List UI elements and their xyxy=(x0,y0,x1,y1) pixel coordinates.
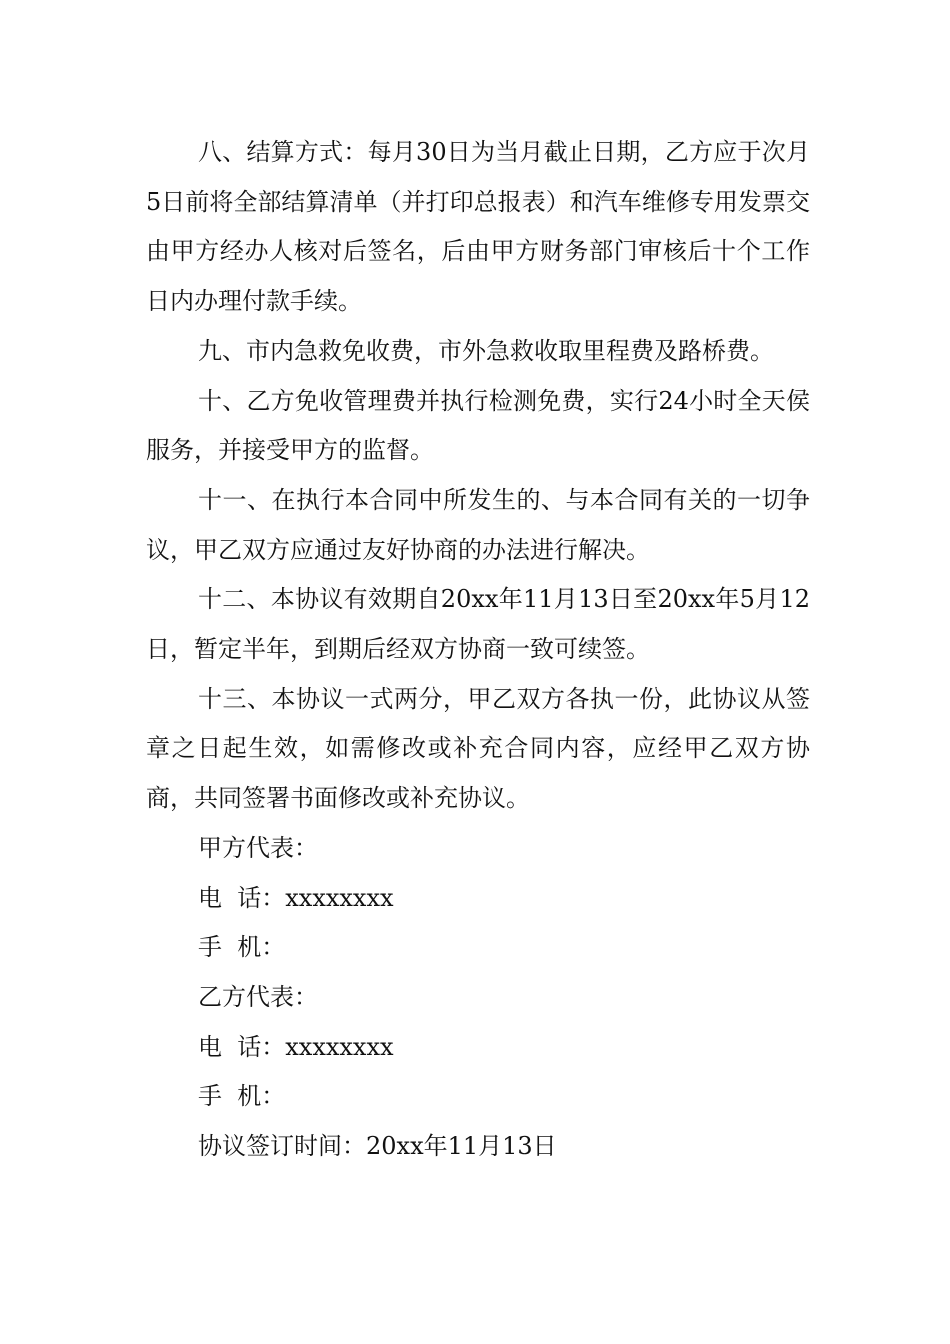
party-b-mobile: 手 机： xyxy=(198,1082,286,1111)
party-a-phone: 电 话：xxxxxxxx xyxy=(198,883,394,912)
clause-10-paragraph: 十、乙方免收管理费并执行检测免费，实行24小时全天侯服务，并接受甲方的监督。 xyxy=(146,386,810,465)
party-b-representative: 乙方代表： xyxy=(198,982,318,1011)
signing-date: 协议签订时间：20xx年11月13日 xyxy=(198,1132,557,1161)
clause-13-paragraph: 十三、本协议一式两分，甲乙双方各执一份，此协议从签章之日起生效，如需修改或补充合同内容，应经甲乙双方协商，共同签署书面修改或补充协议。 xyxy=(146,684,810,813)
clause-9-paragraph: 九、市内急救免收费，市外急救收取里程费及路桥费。 xyxy=(198,336,774,365)
document-body xyxy=(146,128,810,1172)
party-b-phone: 电 话：xxxxxxxx xyxy=(198,1032,394,1061)
clause-8-paragraph: 八、结算方式：每月30日为当月截止日期，乙方应于次月5日前将全部结算清单（并打印总报表）和汽车维修专用发票交由甲方经办人核对后签名，后由甲方财务部门审核后十个工作日内办理付款手续。 xyxy=(146,138,810,316)
party-a-representative: 甲方代表： xyxy=(198,833,318,862)
clause-12-paragraph: 十二、本协议有效期自20xx年11月13日至20xx年5月12日，暂定半年，到期后经双方协商一致可续签。 xyxy=(146,585,810,664)
clause-11-paragraph: 十一、在执行本合同中所发生的、与本合同有关的一切争议，甲乙双方应通过友好协商的办法进行解决。 xyxy=(146,485,810,564)
party-a-mobile: 手 机： xyxy=(198,933,286,962)
